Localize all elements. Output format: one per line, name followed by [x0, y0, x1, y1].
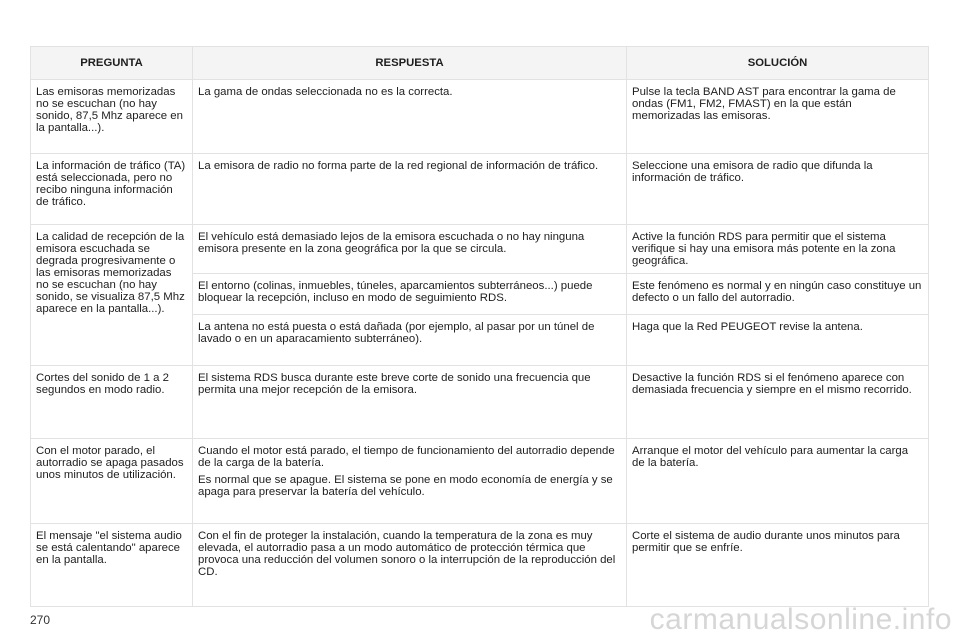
question-cell: La calidad de recepción de la emisora escuchada se degrada progresivamente o las emisoras memorizadas no se escuchan (no hay sonido, se visualiza 87,5 Mhz aparece en la pantalla...). [31, 225, 193, 366]
header-solucion: SOLUCIÓN [627, 47, 929, 80]
answer-cell [193, 154, 627, 225]
answer-cell [193, 366, 627, 439]
troubleshooting-table [30, 46, 929, 607]
question-cell: Con el motor parado, el autorradio se apaga pasados unos minutos de utilización. [31, 439, 193, 524]
answer-cell [193, 315, 627, 366]
answer-cell [193, 274, 627, 315]
answer-text: Con el fin de proteger la instalación, cuando la temperatura de la zona es muy elevada, el autorradio pasa a un modo automático de protección térmica que provoca una reducción del volumen sonoro o la interrupción de la reproducción del CD. [198, 530, 616, 578]
solution-cell: Haga que la Red PEUGEOT revise la antena. [627, 315, 929, 366]
solution-cell: Seleccione una emisora de radio que difunda la información de tráfico. [627, 154, 929, 225]
table-row [31, 366, 929, 439]
answer-cell [193, 524, 627, 607]
table-row [31, 225, 929, 274]
answer-text: El entorno (colinas, inmuebles, túneles, aparcamientos subterráneos...) puede bloquear la recepción, incluso en modo de seguimiento RDS. [198, 280, 593, 304]
question-cell: Cortes del sonido de 1 a 2 segundos en modo radio. [31, 366, 193, 439]
watermark: carmanualsonline.info [649, 603, 952, 636]
solution-cell: Corte el sistema de audio durante unos minutos para permitir que se enfríe. [627, 524, 929, 607]
question-cell: La información de tráfico (TA) está seleccionada, pero no recibo ninguna información de tráfico. [31, 154, 193, 225]
table-row [31, 439, 929, 524]
solution-cell: Desactive la función RDS si el fenómeno aparece con demasiada frecuencia y siempre en el mismo recorrido. [627, 366, 929, 439]
question-cell: Las emisoras memorizadas no se escuchan (no hay sonido, 87,5 Mhz aparece en la pantalla...). [31, 80, 193, 154]
solution-cell: Active la función RDS para permitir que el sistema verifique si hay una emisora más potente en la zona geográfica. [627, 225, 929, 274]
solution-cell: Arranque el motor del vehículo para aumentar la carga de la batería. [627, 439, 929, 524]
answer-text: La gama de ondas seleccionada no es la correcta. [198, 86, 453, 98]
answer-text: Es normal que se apague. El sistema se pone en modo economía de energía y se apaga para preservar la batería del vehículo. [198, 474, 613, 498]
table-row [31, 80, 929, 154]
answer-text: El sistema RDS busca durante este breve corte de sonido una frecuencia que permita una mejor recepción de la emisora. [198, 372, 591, 396]
answer-cell [193, 80, 627, 154]
answer-text: El vehículo está demasiado lejos de la emisora escuchada o no hay ninguna emisora presente en la zona geográfica por la que se circula. [198, 231, 585, 255]
answer-text: La emisora de radio no forma parte de la red regional de información de tráfico. [198, 160, 599, 172]
answer-text: Cuando el motor está parado, el tiempo de funcionamiento del autorradio depende de la carga de la batería. [198, 445, 615, 469]
question-cell: El mensaje "el sistema audio se está calentando" aparece en la pantalla. [31, 524, 193, 607]
header-respuesta: RESPUESTA [193, 47, 627, 80]
table-row [31, 524, 929, 607]
header-pregunta: PREGUNTA [31, 47, 193, 80]
answer-cell [193, 225, 627, 274]
page-number: 270 [30, 613, 51, 627]
solution-cell: Este fenómeno es normal y en ningún caso constituye un defecto o un fallo del autorradio. [627, 274, 929, 315]
solution-cell: Pulse la tecla BAND AST para encontrar la gama de ondas (FM1, FM2, FMAST) en la que están memorizadas las emisoras. [627, 80, 929, 154]
table-row [31, 154, 929, 225]
header-row [31, 47, 929, 80]
answer-text: La antena no está puesta o está dañada (por ejemplo, al pasar por un túnel de lavado o en un aparacamiento subterráneo). [198, 321, 595, 345]
answer-cell [193, 439, 627, 524]
